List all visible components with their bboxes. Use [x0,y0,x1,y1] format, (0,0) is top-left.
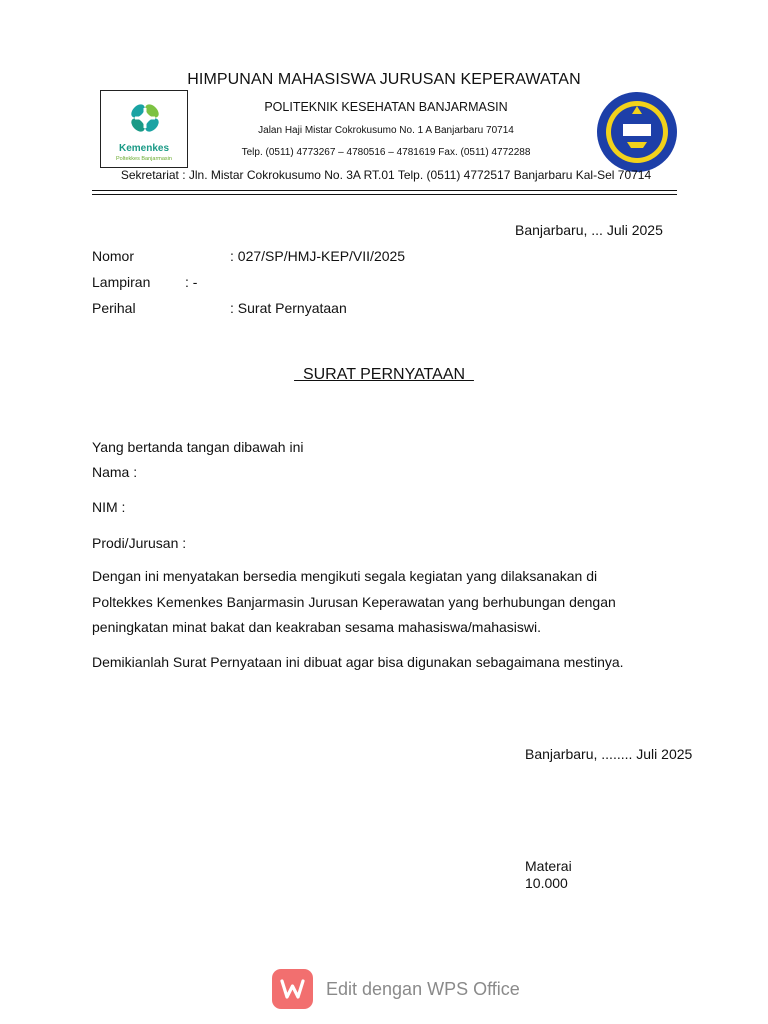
letter-title-text: SURAT PERNYATAAN [294,366,474,383]
prodi-field: Prodi/Jurusan : [92,535,187,551]
institution-name: POLITEKNIK KESEHATAN BANJARMASIN [264,100,508,114]
perihal-label: Perihal [92,300,136,316]
statement-line: Poltekkes Kemenkes Banjarmasin Jurusan Keperawatan yang berhubungan dengan [92,593,616,610]
statement-line: peningkatan minat bakat dan keakraban sesama mahasiswa/mahasiswi. [92,619,542,635]
lampiran-value: : - [185,274,198,290]
materai-label: Materai [525,858,572,874]
header-divider-thin [92,194,677,195]
perihal-value: : Surat Pernyataan [230,300,347,316]
closing-text: Demikianlah Surat Pernyataan ini dibuat agar bisa digunakan sebagaimana mestinya. [92,654,624,670]
org-title: HIMPUNAN MAHASISWA JURUSAN KEPERAWATAN [187,71,581,88]
logo-sub-text: Poltekkes Banjarmasin [116,156,172,162]
materai-value: 10.000 [525,875,568,891]
letter-date: Banjarbaru, ... Juli 2025 [515,222,663,238]
letter-title [0,366,768,384]
nomor-label: Nomor [92,248,135,264]
logo-brand-text: Kemenkes [118,143,170,154]
wps-edit-label[interactable]: Edit dengan WPS Office [326,979,520,999]
statement-paragraph [92,564,692,641]
institution-address: Jalan Haji Mistar Cokrokusumo No. 1 A Banjarbaru 70714 [258,125,514,136]
wps-office-icon [272,969,313,1009]
statement-line: Dengan ini menyatakan bersedia mengikuti segala kegiatan yang dilaksanakan di [92,568,598,584]
secretariat-address: Sekretariat : Jln. Mistar Cokrokusumo No. 3A RT.01 Telp. (0511) 4772517 Banjarbaru Kal-Sel 70714 [120,168,652,182]
nomor-value: : 027/SP/HMJ-KEP/VII/2025 [230,248,406,264]
institution-phone: Telp. (0511) 4773267 – 4780516 – 4781619 Fax. (0511) 4772288 [241,147,531,158]
intro-text: Yang bertanda tangan dibawah ini [92,439,304,455]
nim-field: NIM : [92,499,126,515]
header-divider-thick [92,190,677,191]
signature-date: Banjarbaru, ........ Juli 2025 [525,746,693,762]
wps-edit-watermark[interactable] [272,969,532,1009]
lampiran-label: Lampiran [92,274,151,290]
nama-field: Nama : [92,464,138,480]
